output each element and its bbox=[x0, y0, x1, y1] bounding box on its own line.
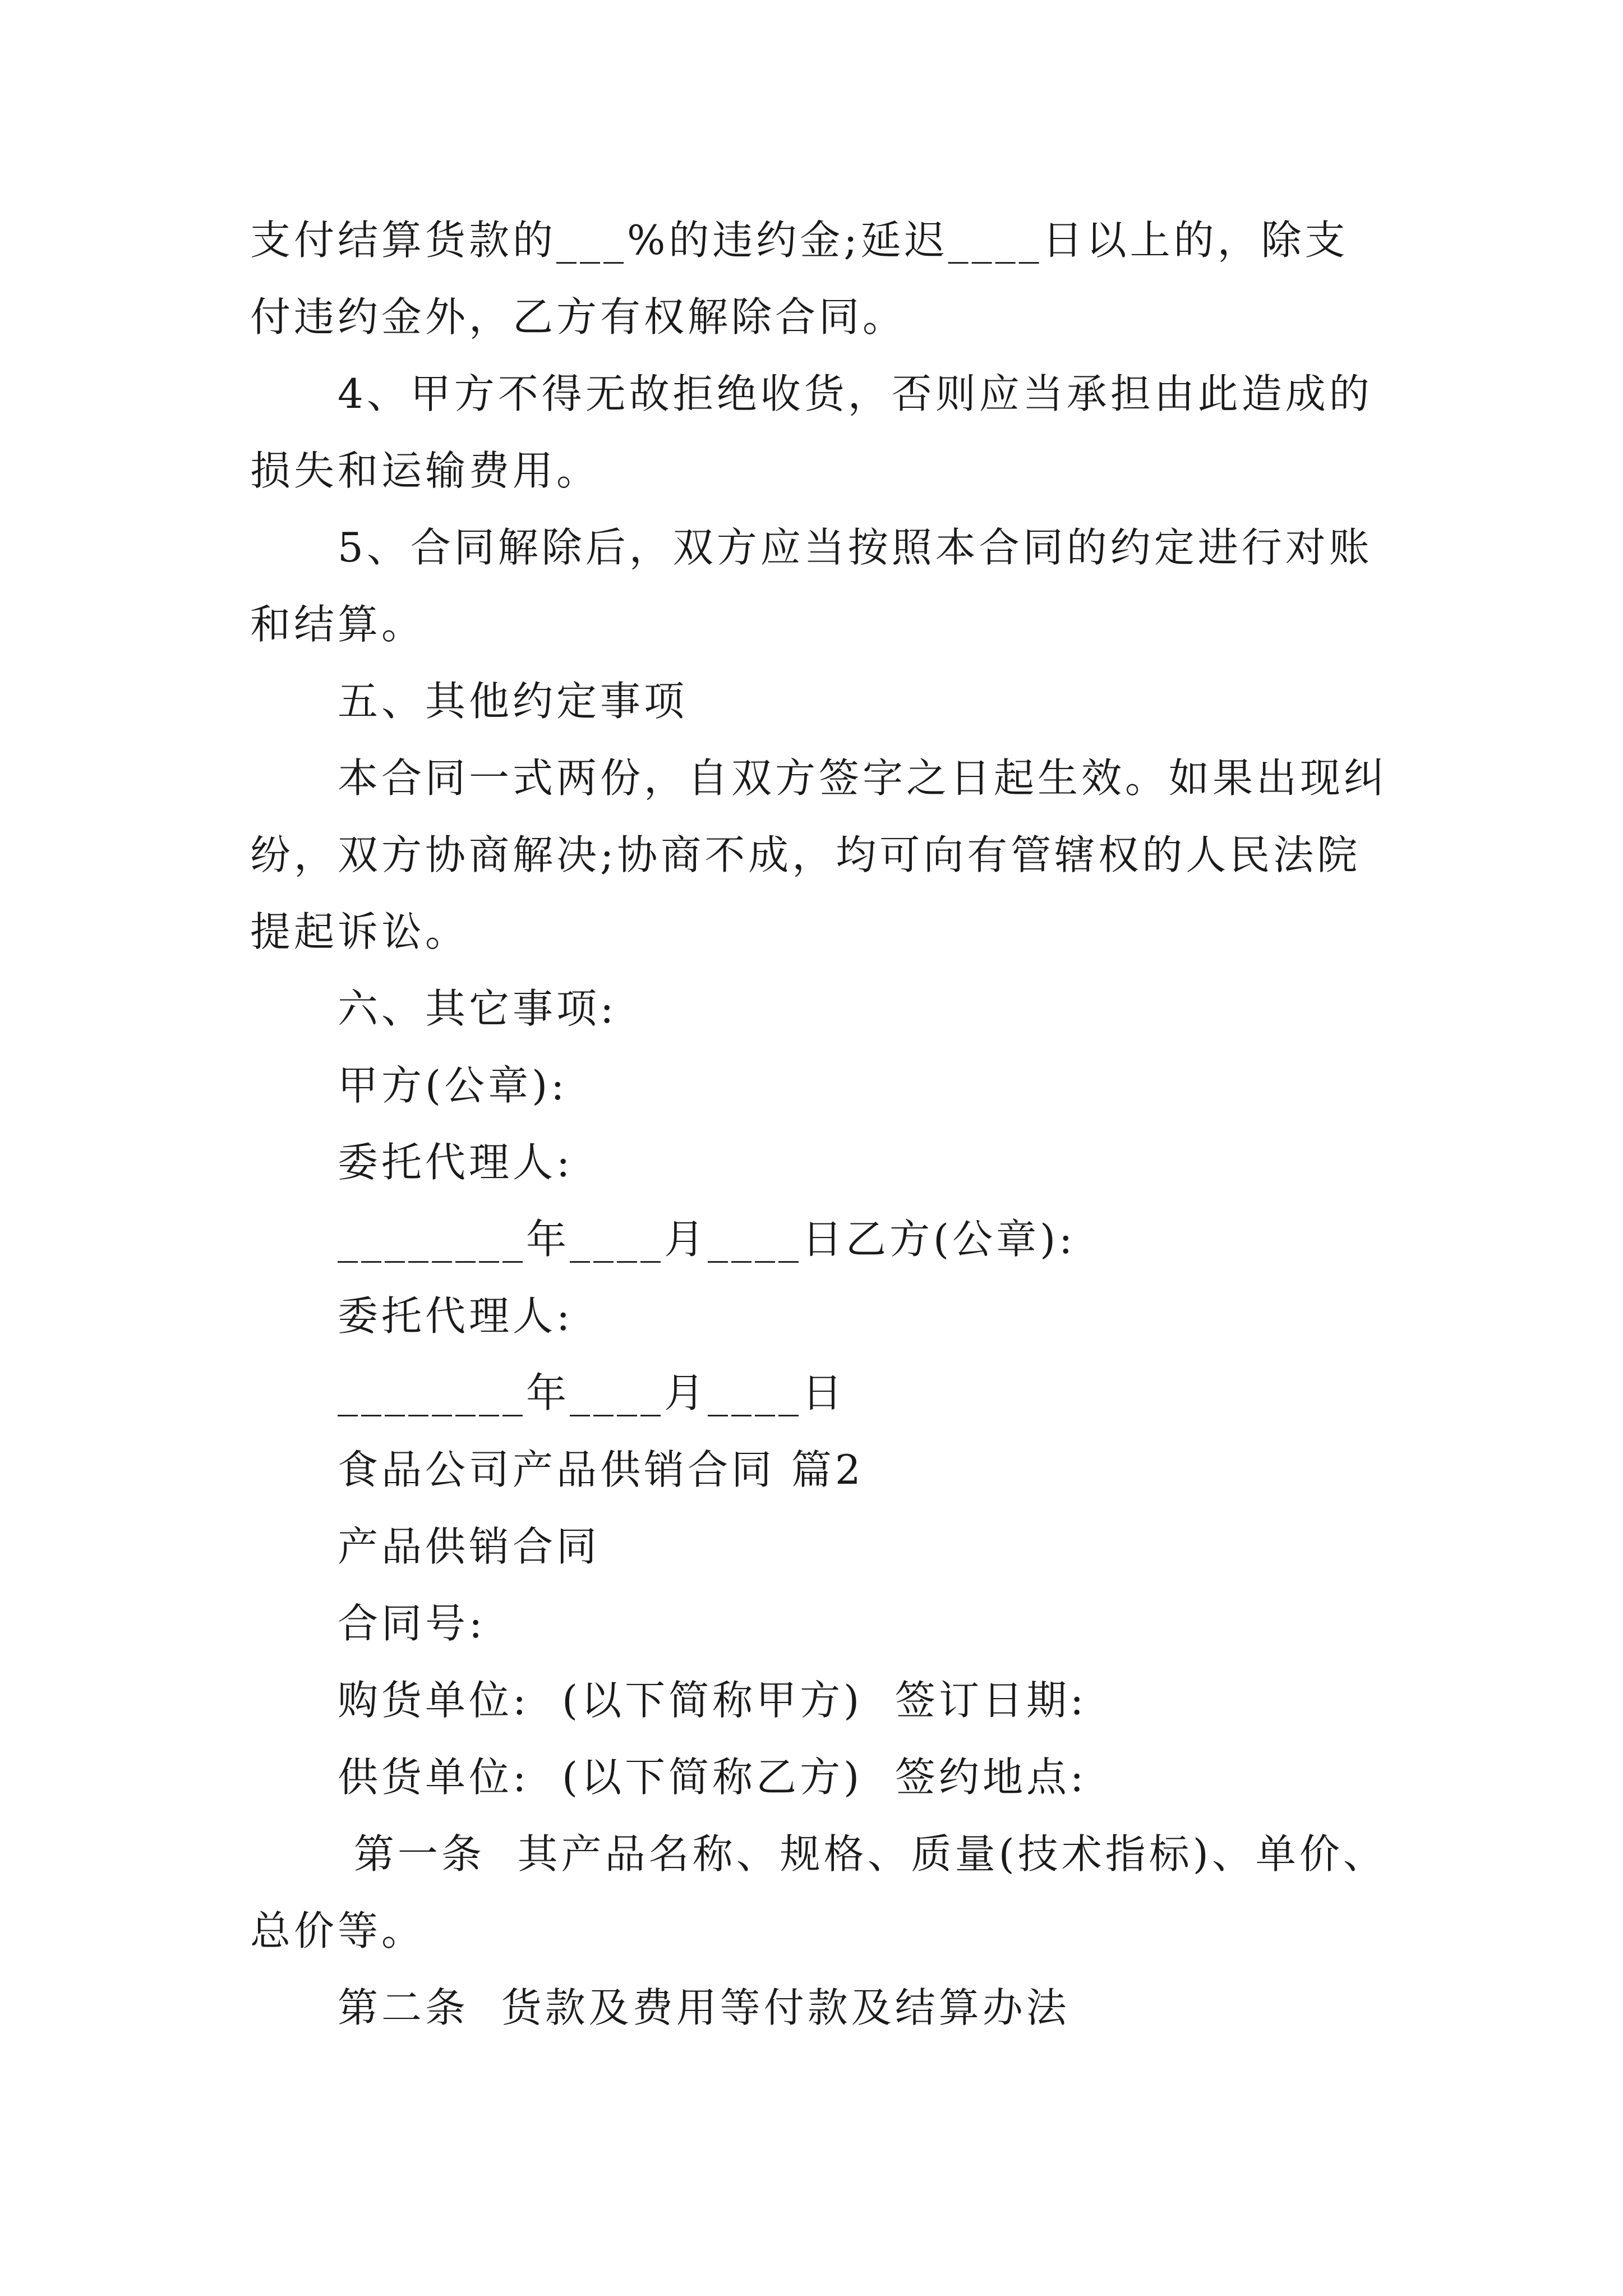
article-title: 食品公司产品供销合同 篇2 bbox=[338, 1446, 864, 1493]
party-a-agent-line: 委托代理人: bbox=[338, 1139, 574, 1186]
paragraph-clause-4: 4、甲方不得无故拒绝收货，否则应当承担由此造成的损失和运输费用。 bbox=[250, 370, 1373, 494]
article-1: 第一条 其产品名称、规格、质量(技术指标)、单价、总价等。 bbox=[250, 1830, 1387, 1954]
date-party-b-seal-line: ________年____月____日乙方(公章): bbox=[338, 1216, 1076, 1263]
contract-title: 产品供销合同 bbox=[338, 1523, 601, 1570]
section-heading-other-agreements: 五、其他约定事项 bbox=[338, 678, 688, 725]
supplier-line: 供货单位: (以下简称乙方) 签约地点: bbox=[338, 1754, 1087, 1801]
article-2: 第二条 货款及费用等付款及结算办法 bbox=[338, 1984, 1070, 2031]
party-a-seal-line: 甲方(公章): bbox=[338, 1062, 568, 1109]
document-body bbox=[250, 202, 1389, 2046]
paragraph-penalty-clause: 支付结算货款的___%的违约金;延迟____日以上的，除支付违约金外，乙方有权解除合同。 bbox=[250, 217, 1349, 341]
contract-number-line: 合同号: bbox=[338, 1600, 486, 1647]
buyer-line: 购货单位: (以下简称甲方) 签订日期: bbox=[338, 1677, 1087, 1724]
section-heading-other-matters: 六、其它事项: bbox=[338, 985, 617, 1032]
paragraph-effectiveness: 本合同一式两份，自双方签字之日起生效。如果出现纠纷，双方协商解决;协商不成，均可向有管辖权的人民法院提起诉讼。 bbox=[250, 754, 1388, 955]
party-b-agent-line: 委托代理人: bbox=[338, 1292, 574, 1340]
date-line: ________年____月____日 bbox=[338, 1369, 846, 1416]
paragraph-clause-5: 5、合同解除后，双方应当按照本合同的约定进行对账和结算。 bbox=[250, 524, 1373, 648]
